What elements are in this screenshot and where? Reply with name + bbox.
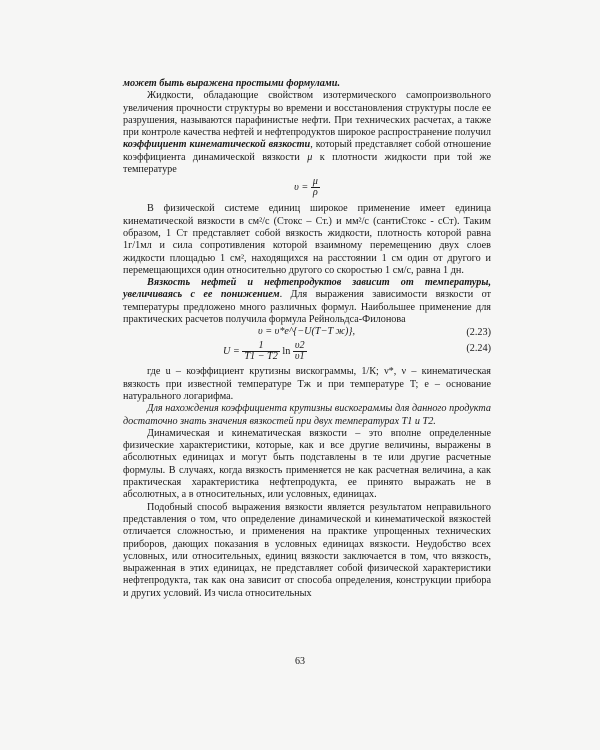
paragraph-paraffin — [123, 90, 491, 176]
paragraph-stokes: В физической системе единиц широкое применение имеет единица кинематической вязкости в см²/с (Стокс – Ст.) и мм²/с (сантиСтокс - сСт). Таким образом, 1 Ст представляет собой вязкость жидкости, плотность которой равна 1г/1мл и сила сопротивления которой взаимному перемещению двух слоев жидкости площадью 1 см², находящихся на расстоянии 1 см один от другого и перемещающихся один относительно другого со скоростью 1 см/с, равна 1 дн. — [123, 203, 491, 276]
body-text — [123, 78, 491, 600]
symbol-mu: μ — [307, 151, 313, 163]
formula-kinematic — [123, 177, 491, 201]
fraction — [242, 341, 280, 362]
fraction-denominator: υ1 — [294, 351, 305, 363]
equation-expression — [223, 341, 307, 362]
fraction — [293, 341, 307, 362]
formula-lhs: υ = — [294, 182, 309, 194]
equation-number: (2.23) — [466, 327, 491, 339]
term-kinematic-viscosity: коэффициент кинематической вязкости — [123, 139, 311, 151]
equation-2-24 — [123, 341, 491, 366]
text-run: , который представляет собой отношение коэффициента динамической вязкости — [123, 139, 491, 163]
ln-operator: ln — [282, 346, 291, 358]
fraction-denominator: ρ — [312, 187, 318, 199]
fraction-numerator: υ2 — [294, 340, 305, 352]
fraction — [311, 177, 320, 198]
equation-lhs: U = — [223, 346, 240, 358]
page-number: 63 — [295, 656, 305, 667]
equation-number: (2.24) — [466, 343, 491, 355]
text-run: к плотности жидкости при той же температуре — [123, 151, 491, 176]
paragraph-dynamic-kinematic: Динамическая и кинематическая вязкости – это вполне определенные физические характеристики, которые, как и все другие величины, выражены в абсолютных единицах и могут быть подставлены в те или другие расчетные формулы. В случаях, когда вязкость применяется не как расчетная величина, а как практическая характеристика нефтепродукта, ее принято выражать не в абсолютных, а в относительных, или условных, единицах. — [123, 427, 491, 501]
fraction-numerator: μ — [312, 176, 318, 188]
paragraph-where: где u – коэффициент крутизны вискограммы, 1/К; ν*, ν – кинематическая вязкость при известной температуре Tж и при температуре T; e – основание натурального логарифма. — [123, 366, 491, 402]
paragraph-note: Для нахождения коэффициента крутизны вискограммы для данного продукта достаточно знать значения вязкостей при двух температурах T1 и T2. — [123, 403, 491, 427]
emphasis-temperature: Вязкость нефтей и нефтепродуктов зависит от температуры, увеличиваясь с ее понижением — [123, 277, 491, 301]
equation-2-23 — [123, 326, 491, 341]
fraction-numerator: 1 — [242, 341, 280, 352]
paragraph-relative-units: Подобный способ выражения вязкости является результатом неправильного представления о том, что определение динамической и кинематической вязкостей отличается сложностью, и применения на практике упрощенных технических приборов, дающих показания в условных единицах вязкости. Неудобство всех условных, или относительных, единиц вязкости заключается в том, что вязкость, выраженная в этих единицах, не представляет собой физической характеристики нефтепродукта, так как она зависит от способа определения, конструкции прибора и других условий. Из числа относительных — [123, 501, 491, 599]
text-run: Жидкости, обладающие свойством изотермического самопроизвольного увеличения прочности структуры во времени и восстановления структуры после ее разрушения, называются парафинистые нефти. При технических расчетах, а также при контроле качества нефтей и нефтепродуктов широкое распространение получил — [123, 90, 491, 139]
paragraph-intro: может быть выражена простыми формулами. — [123, 78, 340, 89]
text-run: . Для выражения зависимости вязкости от температуры предложено много различных формул. Наибольшее применение для практических расчетов получила формула Рейнольдса-Филонова — [123, 289, 491, 326]
paragraph-temperature — [123, 277, 491, 326]
equation-expression: υ = υ*e^{−U(T−T ж)}, — [258, 326, 355, 338]
fraction-denominator: T1 − T2 — [244, 351, 278, 363]
